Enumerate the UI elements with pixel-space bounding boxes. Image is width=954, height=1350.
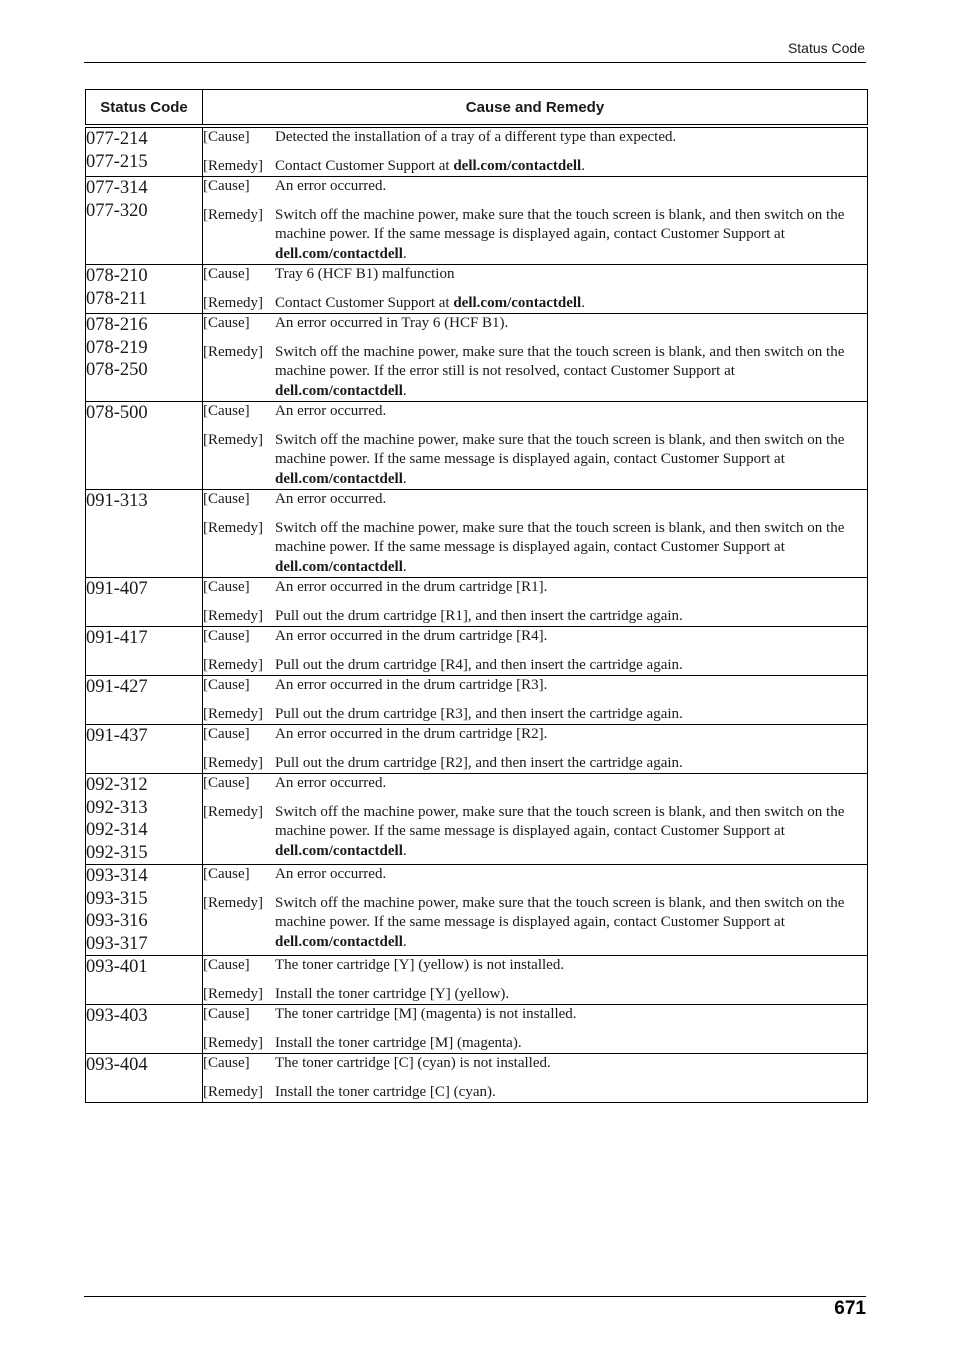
table-row xyxy=(86,627,868,676)
table-row xyxy=(86,314,868,402)
cause-entry xyxy=(203,128,867,148)
status-code-cell xyxy=(86,126,203,177)
cause-remedy-cell xyxy=(203,627,868,676)
entry-text-body: Switch off the machine power, make sure that the touch screen is blank, and then switch on the machine power. If the same message is displayed again, contact Customer Support at xyxy=(275,803,845,839)
column-header-cause-and-remedy: Cause and Remedy xyxy=(203,90,868,127)
entry-text xyxy=(275,774,867,794)
entry-text xyxy=(275,519,867,578)
status-code-cell xyxy=(86,627,203,676)
entry-text xyxy=(275,803,867,862)
table-body xyxy=(86,126,868,1103)
table-row xyxy=(86,578,868,627)
entry-text-body: An error occurred. xyxy=(275,491,387,507)
column-header-status-code: Status Code xyxy=(86,90,203,127)
table-row xyxy=(86,177,868,265)
entry-text-body: Install the toner cartridge [C] (cyan). xyxy=(275,1083,496,1100)
entry-tag: [Cause] xyxy=(203,1006,250,1022)
cause-remedy-cell xyxy=(203,1005,868,1054)
entry-tag: [Remedy] xyxy=(203,431,263,448)
status-code: 091-427 xyxy=(86,677,148,697)
entry-text-body: Switch off the machine power, make sure that the touch screen is blank, and then switch on the machine power. If the error still is not resolved, contact Customer Support at xyxy=(275,343,845,379)
status-code: 092-312 xyxy=(86,775,148,795)
entry-tag: [Cause] xyxy=(203,628,250,644)
status-code: 077-320 xyxy=(86,200,148,221)
entry-text-body: Pull out the drum cartridge [R2], and then insert the cartridge again. xyxy=(275,754,683,771)
entry-text-body: The toner cartridge [C] (cyan) is not installed. xyxy=(275,1055,551,1071)
status-code: 078-211 xyxy=(86,288,147,309)
entry-text xyxy=(275,865,867,885)
entry-text-body: An error occurred. xyxy=(275,178,387,194)
remedy-entry xyxy=(203,519,867,578)
status-code-cell xyxy=(86,725,203,774)
status-code: 091-313 xyxy=(86,491,148,511)
entry-text-body: Switch off the machine power, make sure that the touch screen is blank, and then switch on the machine power. If the same message is displayed again, contact Customer Support at xyxy=(275,894,845,930)
entry-text xyxy=(275,705,867,725)
entry-tag: [Remedy] xyxy=(203,607,263,624)
cause-remedy-cell xyxy=(203,402,868,490)
table-row xyxy=(86,126,868,177)
support-link[interactable]: dell.com/contactdell xyxy=(453,294,582,311)
status-code-table xyxy=(85,89,868,1103)
cause-entry xyxy=(203,627,867,647)
cause-remedy-cell xyxy=(203,865,868,956)
support-link[interactable]: dell.com/contactdell xyxy=(275,470,403,487)
entry-text-end: . xyxy=(402,245,407,262)
cause-entry xyxy=(203,1054,867,1074)
entry-text-body: An error occurred. xyxy=(275,403,387,419)
cause-remedy-cell xyxy=(203,177,868,265)
support-link[interactable]: dell.com/contactdell xyxy=(275,382,403,399)
entry-text-body: An error occurred in Tray 6 (HCF B1). xyxy=(275,315,509,331)
entry-text-body: Pull out the drum cartridge [R1], and then insert the cartridge again. xyxy=(275,607,683,624)
entry-text xyxy=(275,1005,867,1025)
entry-text xyxy=(275,265,867,285)
entry-text xyxy=(275,956,867,976)
entry-tag: [Cause] xyxy=(203,266,250,282)
entry-text-body: An error occurred in the drum cartridge [R1]. xyxy=(275,579,548,595)
entry-text xyxy=(275,206,867,265)
status-code: 078-210 xyxy=(86,266,148,286)
table-row xyxy=(86,774,868,865)
cause-remedy-cell xyxy=(203,490,868,578)
cause-entry xyxy=(203,265,867,285)
entry-text xyxy=(275,402,867,422)
entry-tag: [Cause] xyxy=(203,178,250,194)
remedy-entry xyxy=(203,1083,867,1103)
status-code-cell xyxy=(86,676,203,725)
status-code: 093-403 xyxy=(86,1006,148,1026)
cause-entry xyxy=(203,177,867,197)
cause-remedy-cell xyxy=(203,725,868,774)
remedy-entry xyxy=(203,206,867,265)
entry-text-body: An error occurred in the drum cartridge [R3]. xyxy=(275,677,548,693)
entry-tag: [Remedy] xyxy=(203,705,263,722)
entry-text xyxy=(275,627,867,647)
support-link[interactable]: dell.com/contactdell xyxy=(453,157,582,174)
entry-tag: [Remedy] xyxy=(203,157,263,174)
entry-tag: [Cause] xyxy=(203,866,250,882)
status-code: 092-315 xyxy=(86,842,148,863)
entry-tag: [Remedy] xyxy=(203,803,263,820)
status-code: 077-214 xyxy=(86,129,148,149)
cause-entry xyxy=(203,314,867,334)
entry-text xyxy=(275,725,867,745)
entry-text xyxy=(275,177,867,197)
table-row xyxy=(86,265,868,314)
entry-text-end: . xyxy=(402,382,407,399)
entry-text xyxy=(275,656,867,676)
entry-text xyxy=(275,157,867,177)
entry-text-body: Contact Customer Support at xyxy=(275,294,454,311)
entry-tag: [Cause] xyxy=(203,403,250,419)
remedy-entry xyxy=(203,294,867,314)
footer-rule xyxy=(84,1296,866,1297)
entry-tag: [Remedy] xyxy=(203,1034,263,1051)
entry-text-body: An error occurred in the drum cartridge [R2]. xyxy=(275,726,548,742)
entry-text-end: . xyxy=(581,157,585,174)
remedy-entry xyxy=(203,431,867,490)
cause-entry xyxy=(203,725,867,745)
status-code-cell xyxy=(86,265,203,314)
entry-tag: [Cause] xyxy=(203,726,250,742)
entry-text-body: An error occurred. xyxy=(275,775,387,791)
entry-text-body: Switch off the machine power, make sure that the touch screen is blank, and then switch on the machine power. If the same message is displayed again, contact Customer Support at xyxy=(275,431,845,467)
entry-tag: [Cause] xyxy=(203,491,250,507)
cause-entry xyxy=(203,490,867,510)
status-code-cell xyxy=(86,1054,203,1103)
entry-text-end: . xyxy=(402,470,407,487)
entry-text-body: Contact Customer Support at xyxy=(275,157,454,174)
entry-text-body: Install the toner cartridge [M] (magenta). xyxy=(275,1034,522,1051)
remedy-entry xyxy=(203,607,867,627)
entry-text xyxy=(275,607,867,627)
remedy-entry xyxy=(203,656,867,676)
cause-remedy-cell xyxy=(203,265,868,314)
entry-text xyxy=(275,294,867,314)
status-code-cell xyxy=(86,314,203,402)
entry-tag: [Remedy] xyxy=(203,294,263,311)
status-code-cell xyxy=(86,490,203,578)
entry-tag: [Cause] xyxy=(203,957,250,973)
entry-tag: [Remedy] xyxy=(203,754,263,771)
table-row xyxy=(86,1054,868,1103)
table-row xyxy=(86,676,868,725)
entry-text xyxy=(275,490,867,510)
remedy-entry xyxy=(203,985,867,1005)
status-code-cell xyxy=(86,1005,203,1054)
cause-entry xyxy=(203,578,867,598)
entry-text-body: An error occurred in the drum cartridge [R4]. xyxy=(275,628,548,644)
entry-text-body: The toner cartridge [Y] (yellow) is not installed. xyxy=(275,957,565,973)
cause-remedy-cell xyxy=(203,314,868,402)
running-header-title: Status Code xyxy=(787,40,865,56)
entry-tag: [Cause] xyxy=(203,315,250,331)
status-code: 092-314 xyxy=(86,820,148,840)
entry-tag: [Cause] xyxy=(203,579,250,595)
entry-text-body: Switch off the machine power, make sure that the touch screen is blank, and then switch on the machine power. If the same message is displayed again, contact Customer Support at xyxy=(275,206,845,242)
entry-text xyxy=(275,314,867,334)
status-code: 078-219 xyxy=(86,337,148,358)
entry-text xyxy=(275,1083,867,1103)
entry-text xyxy=(275,1054,867,1074)
status-code: 093-317 xyxy=(86,933,148,954)
remedy-entry xyxy=(203,754,867,774)
table-row xyxy=(86,1005,868,1054)
support-link[interactable]: dell.com/contactdell xyxy=(275,842,403,859)
entry-tag: [Remedy] xyxy=(203,656,263,673)
cause-entry xyxy=(203,774,867,794)
entry-text-body: Detected the installation of a tray of a different type than expected. xyxy=(275,129,677,145)
entry-text xyxy=(275,1034,867,1054)
status-code-cell xyxy=(86,578,203,627)
entry-tag: [Remedy] xyxy=(203,519,263,536)
status-code: 077-215 xyxy=(86,151,148,172)
entry-text xyxy=(275,343,867,402)
entry-text-body: Pull out the drum cartridge [R3], and then insert the cartridge again. xyxy=(275,705,683,722)
status-code: 078-500 xyxy=(86,403,148,423)
entry-tag: [Cause] xyxy=(203,129,250,145)
status-code: 091-417 xyxy=(86,628,148,648)
cause-remedy-cell xyxy=(203,126,868,177)
entry-text-body: Switch off the machine power, make sure that the touch screen is blank, and then switch on the machine power. If the same message is displayed again, contact Customer Support at xyxy=(275,519,845,555)
table-row xyxy=(86,490,868,578)
support-link[interactable]: dell.com/contactdell xyxy=(275,558,403,575)
status-code: 093-316 xyxy=(86,911,148,931)
status-code: 093-404 xyxy=(86,1055,148,1075)
entry-text xyxy=(275,578,867,598)
entry-tag: [Cause] xyxy=(203,775,250,791)
status-code: 078-250 xyxy=(86,360,148,380)
cause-entry xyxy=(203,402,867,422)
entry-tag: [Remedy] xyxy=(203,985,263,1002)
cause-entry xyxy=(203,1005,867,1025)
entry-text xyxy=(275,894,867,953)
status-code: 091-437 xyxy=(86,726,148,746)
cause-remedy-cell xyxy=(203,676,868,725)
status-code-cell xyxy=(86,956,203,1005)
table-row xyxy=(86,402,868,490)
entry-text-end: . xyxy=(402,933,407,950)
status-code: 093-401 xyxy=(86,957,148,977)
support-link[interactable]: dell.com/contactdell xyxy=(275,245,403,262)
table-row xyxy=(86,956,868,1005)
entry-text-body: Tray 6 (HCF B1) malfunction xyxy=(275,266,455,282)
status-code-cell xyxy=(86,865,203,956)
cause-remedy-cell xyxy=(203,578,868,627)
table-row xyxy=(86,725,868,774)
entry-text xyxy=(275,128,867,148)
entry-text-end: . xyxy=(402,842,407,859)
status-code: 077-314 xyxy=(86,178,148,198)
cause-entry xyxy=(203,956,867,976)
header-rule xyxy=(84,62,866,63)
entry-text-body: Pull out the drum cartridge [R4], and then insert the cartridge again. xyxy=(275,656,683,673)
remedy-entry xyxy=(203,894,867,953)
entry-text xyxy=(275,431,867,490)
remedy-entry xyxy=(203,157,867,177)
entry-text-body: Install the toner cartridge [Y] (yellow). xyxy=(275,985,510,1002)
entry-tag: [Cause] xyxy=(203,677,250,693)
remedy-entry xyxy=(203,705,867,725)
entry-text xyxy=(275,676,867,696)
cause-remedy-cell xyxy=(203,956,868,1005)
entry-tag: [Remedy] xyxy=(203,1083,263,1100)
status-code: 093-315 xyxy=(86,888,148,909)
remedy-entry xyxy=(203,1034,867,1054)
entry-tag: [Cause] xyxy=(203,1055,250,1071)
entry-text-end: . xyxy=(402,558,407,575)
table-row xyxy=(86,865,868,956)
support-link[interactable]: dell.com/contactdell xyxy=(275,933,403,950)
entry-text-body: The toner cartridge [M] (magenta) is not installed. xyxy=(275,1006,577,1022)
cause-entry xyxy=(203,676,867,696)
status-code-cell xyxy=(86,402,203,490)
entry-text-body: An error occurred. xyxy=(275,866,387,882)
status-code-cell xyxy=(86,774,203,865)
entry-text xyxy=(275,754,867,774)
status-code: 092-313 xyxy=(86,797,148,818)
remedy-entry xyxy=(203,803,867,862)
entry-tag: [Remedy] xyxy=(203,894,263,911)
entry-text xyxy=(275,985,867,1005)
status-code-cell xyxy=(86,177,203,265)
entry-tag: [Remedy] xyxy=(203,206,263,223)
entry-text-end: . xyxy=(581,294,585,311)
cause-entry xyxy=(203,865,867,885)
cause-remedy-cell xyxy=(203,1054,868,1103)
page-number: 671 xyxy=(834,1298,866,1319)
remedy-entry xyxy=(203,343,867,402)
status-code: 093-314 xyxy=(86,866,148,886)
entry-tag: [Remedy] xyxy=(203,343,263,360)
status-code: 078-216 xyxy=(86,315,148,335)
cause-remedy-cell xyxy=(203,774,868,865)
status-code: 091-407 xyxy=(86,579,148,599)
table-header-row xyxy=(86,90,868,127)
